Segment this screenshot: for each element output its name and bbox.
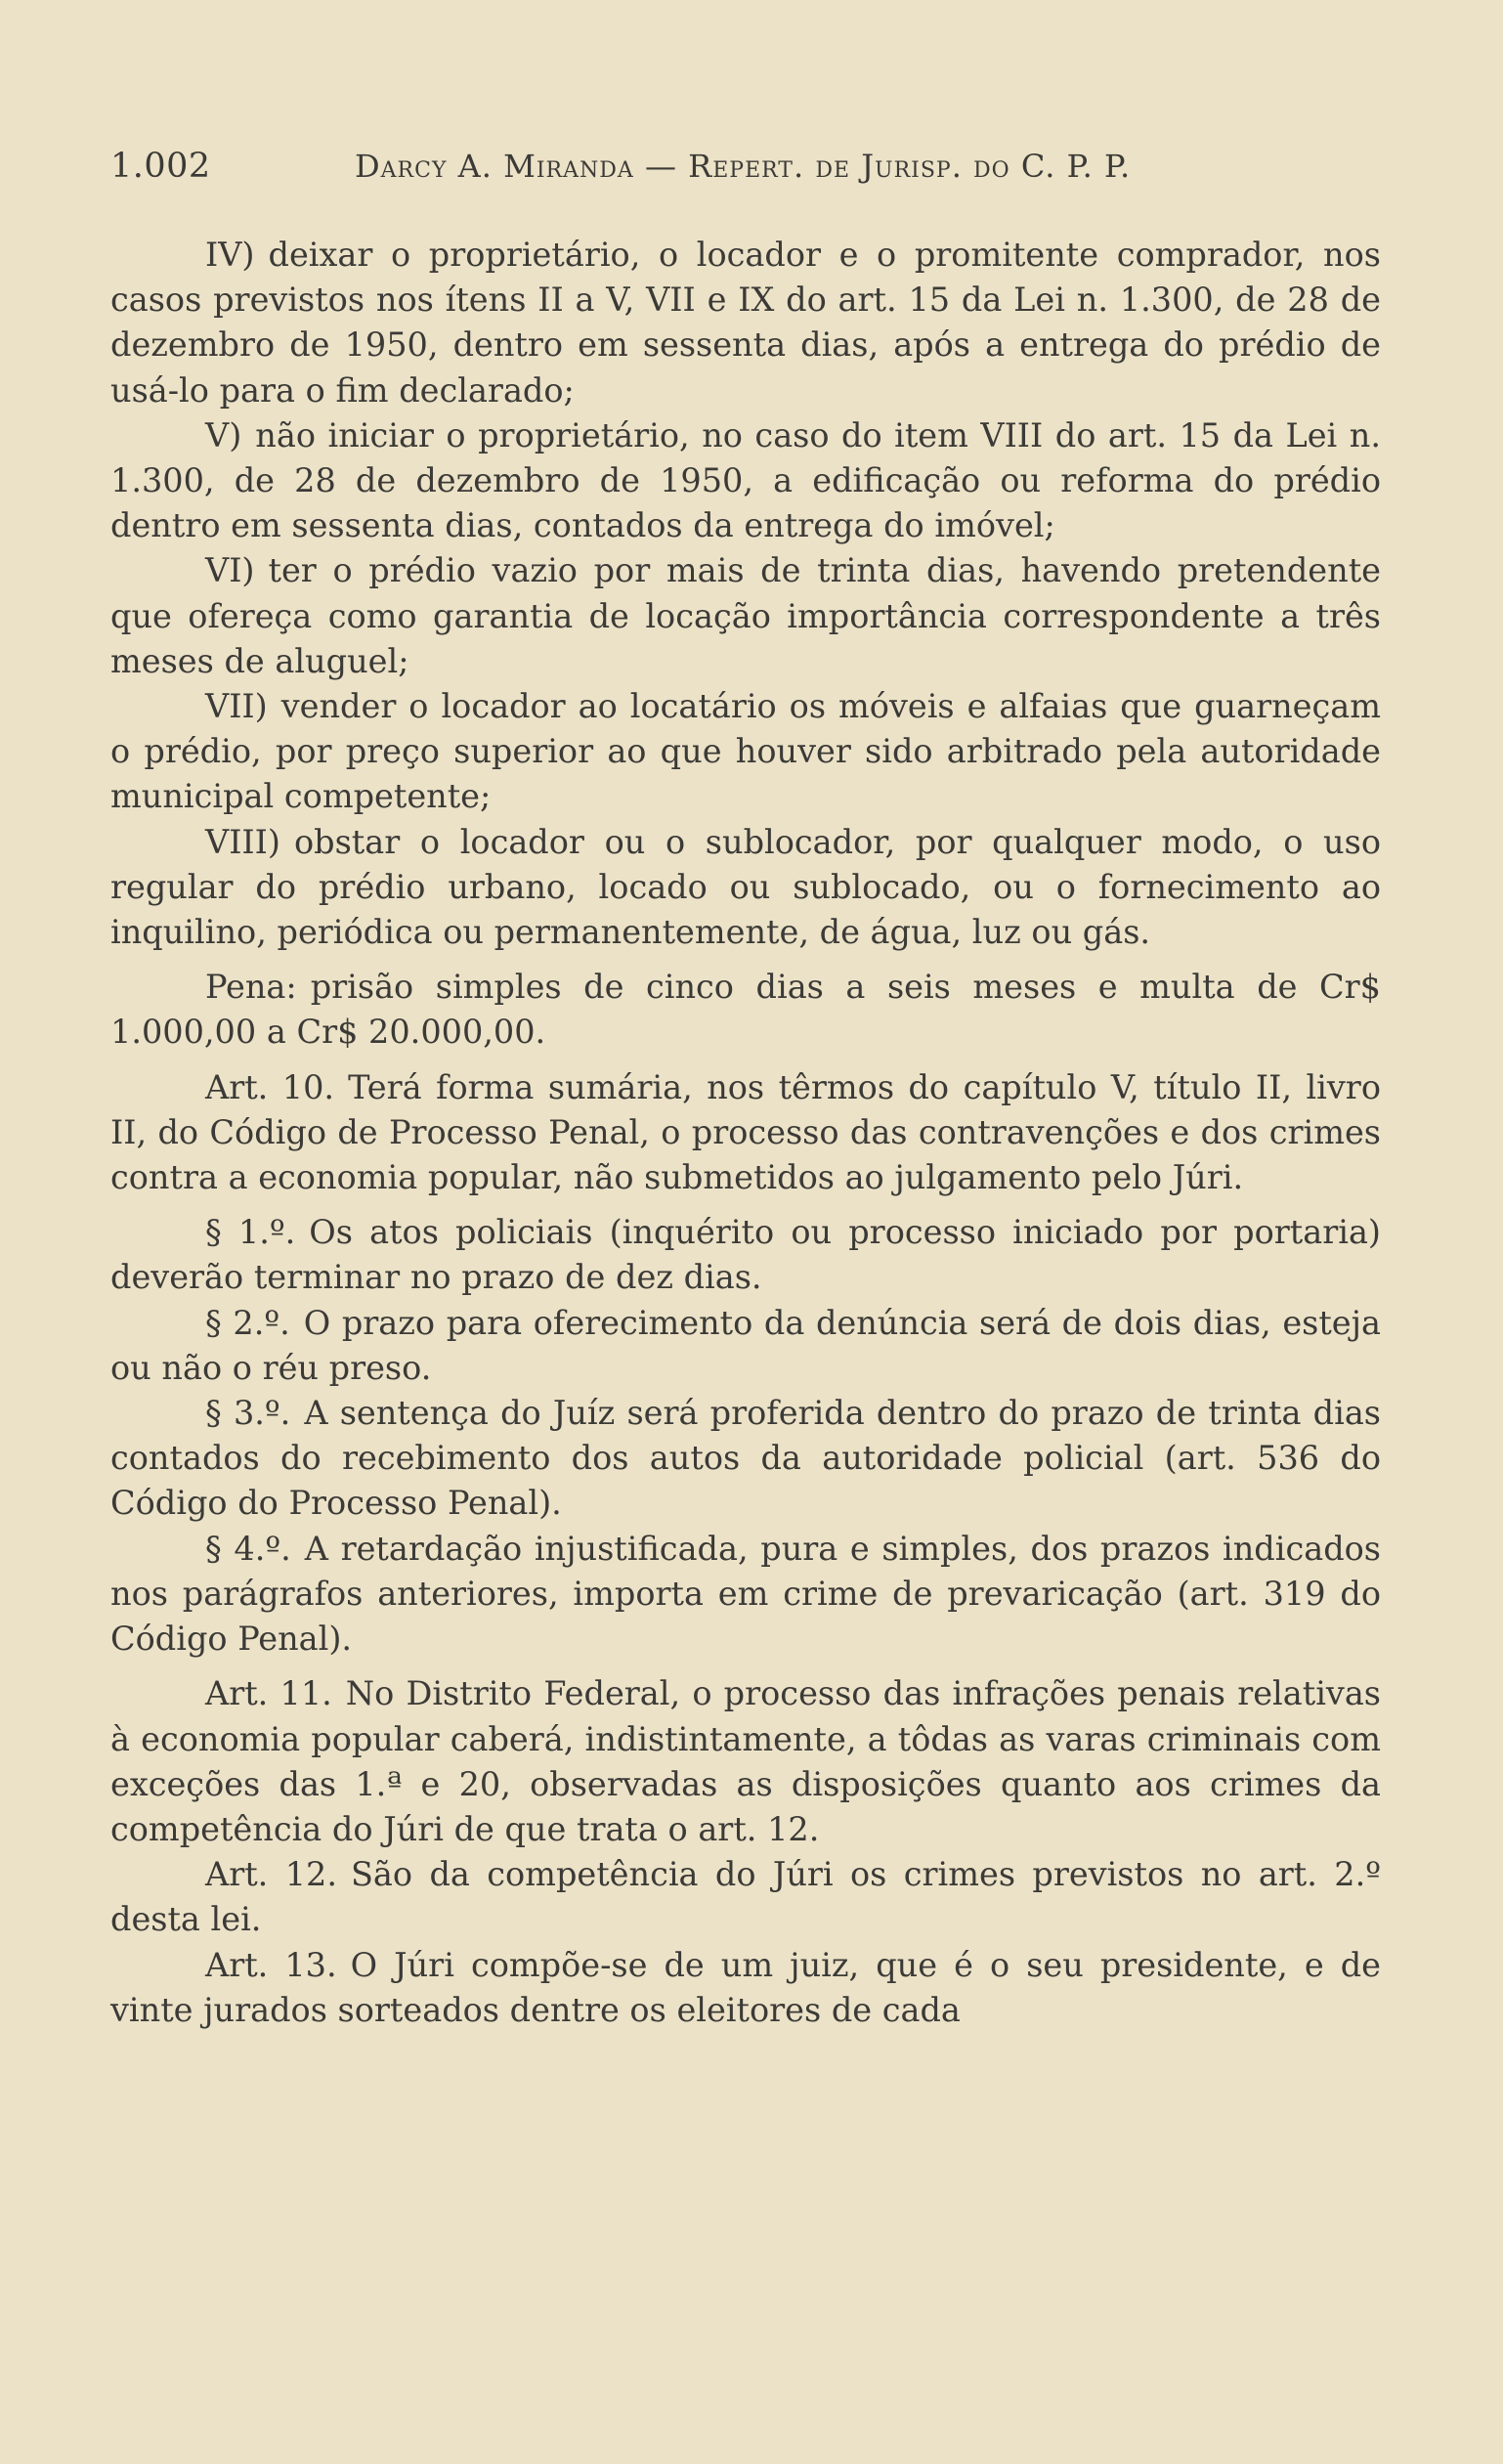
- running-title: Darcy A. Miranda — Repert. de Jurisp. do C. P. P.: [355, 148, 1132, 185]
- book-page: [110, 147, 1381, 2033]
- section-label: § 4.º.: [205, 1529, 291, 1568]
- item-label: VII): [205, 687, 268, 726]
- article-11: [110, 1671, 1381, 1852]
- running-head: [110, 147, 1381, 195]
- item-label: IV): [205, 236, 255, 274]
- section-text: Os atos policiais (inquérito ou processo iniciado por portaria) deverão terminar no prazo de dez dias.: [110, 1213, 1381, 1297]
- article-text: No Distrito Federal, o processo das infrações penais relativas à economia popular caberá, indistintamente, a tôdas as varas criminais com exceções das 1.ª e 20, observadas as disposições quanto aos crimes da competência do Júri de que trata o art. 12.: [110, 1674, 1381, 1848]
- article-text: O Júri compõe-se de um juiz, que é o seu presidente, e de vinte jurados sorteados dentre os eleitores de cada: [110, 1945, 1381, 2029]
- article-text: Terá forma sumária, nos têrmos do capítulo V, título II, livro II, do Código de Processo Penal, o processo das contravenções e dos crimes contra a economia popular, não submetidos ao julgamento pelo Júri.: [110, 1067, 1381, 1197]
- section-text: A sentença do Juíz será proferida dentro do prazo de trinta dias contados do recebimento dos autos da autoridade policial (art. 536 do Código do Processo Penal).: [110, 1394, 1381, 1523]
- body-text: [110, 233, 1381, 2033]
- item-text: ter o prédio vazio por mais de trinta dias, havendo pretendente que ofereça como garantia de locação importância correspondente a três meses de aluguel;: [110, 551, 1381, 680]
- article-label: Art. 10.: [205, 1067, 335, 1106]
- section-1: [110, 1210, 1381, 1300]
- page-number: 1.002: [110, 147, 211, 186]
- penalty-label: Pena:: [205, 968, 297, 1007]
- item-text: obstar o locador ou o sublocador, por qualquer modo, o uso regular do prédio urbano, locado ou sublocado, ou o fornecimento ao inquilino, periódica ou permanentemente, de água, luz ou gás.: [110, 822, 1381, 952]
- item-label: VI): [205, 551, 255, 590]
- section-label: § 1.º.: [205, 1213, 296, 1252]
- section-text: A retardação injustificada, pura e simples, dos prazos indicados nos parágrafos anteriores, importa em crime de prevaricação (art. 319 do Código Penal).: [110, 1529, 1381, 1659]
- article-13: [110, 1943, 1381, 2033]
- section-4: [110, 1527, 1381, 1663]
- item-label: VIII): [205, 822, 280, 861]
- article-label: Art. 13.: [205, 1945, 337, 1984]
- article-12: [110, 1852, 1381, 1942]
- section-text: O prazo para oferecimento da denúncia será de dois dias, esteja ou não o réu preso.: [110, 1303, 1381, 1387]
- section-3: [110, 1391, 1381, 1527]
- penalty-paragraph: [110, 965, 1381, 1055]
- article-label: Art. 11.: [205, 1674, 332, 1713]
- item-text: vender o locador ao locatário os móveis e alfaias que guarneçam o prédio, por preço superior ao que houver sido arbitrado pela autoridade municipal competente;: [110, 687, 1381, 816]
- item-vi: [110, 548, 1381, 684]
- item-vii: [110, 684, 1381, 820]
- article-label: Art. 12.: [205, 1855, 337, 1894]
- item-v: [110, 413, 1381, 549]
- item-iv: [110, 233, 1381, 413]
- section-label: § 2.º.: [205, 1303, 290, 1342]
- section-2: [110, 1301, 1381, 1391]
- article-text: São da competência do Júri os crimes previstos no art. 2.º desta lei.: [110, 1855, 1382, 1939]
- article-10: [110, 1065, 1381, 1201]
- section-label: § 3.º.: [205, 1394, 291, 1433]
- penalty-text: prisão simples de cinco dias a seis meses e multa de Cr$ 1.000,00 a Cr$ 20.000,00.: [110, 968, 1381, 1052]
- item-text: não iniciar o proprietário, no caso do item VIII do art. 15 da Lei n. 1.300, de 28 de dezembro de 1950, a edificação ou reforma do prédio dentro em sessenta dias, contados da entrega do imóvel;: [110, 415, 1381, 545]
- item-label: V): [205, 415, 242, 454]
- item-text: deixar o proprietário, o locador e o promitente comprador, nos casos previstos nos ítens II a V, VII e IX do art. 15 da Lei n. 1.300, de 28 de dezembro de 1950, dentro em sessenta dias, após a entrega do prédio de usá-lo para o fim declarado;: [110, 236, 1381, 410]
- item-viii: [110, 820, 1381, 956]
